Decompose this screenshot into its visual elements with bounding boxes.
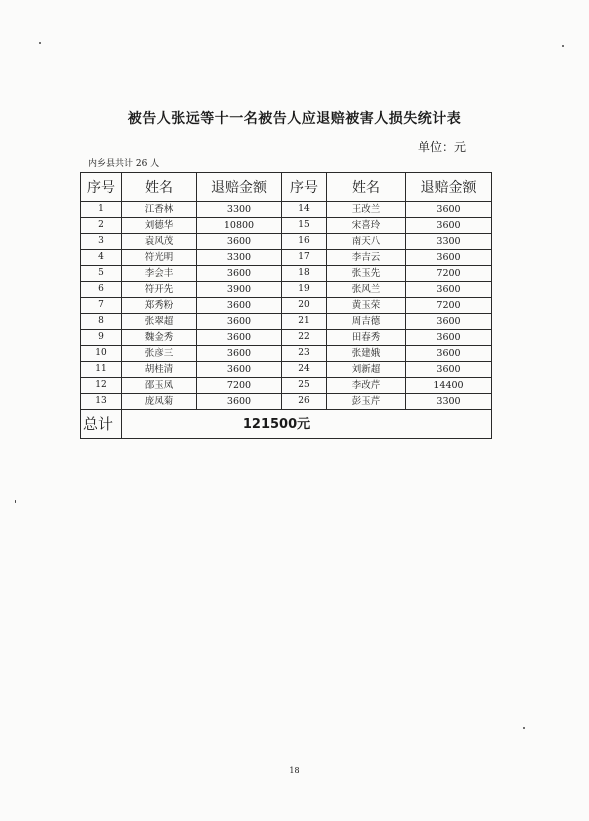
- table-cell: 李会丰: [122, 266, 197, 282]
- table-row: [81, 314, 492, 330]
- table-cell: 黄玉荣: [327, 298, 406, 314]
- table-cell: 3600: [197, 234, 282, 250]
- table-cell: 符开先: [122, 282, 197, 298]
- table-cell: 3600: [406, 346, 492, 362]
- table-cell: 10800: [197, 218, 282, 234]
- table-cell: 张彦三: [122, 346, 197, 362]
- unit-label: 单位：元: [418, 140, 467, 154]
- table-cell: 3300: [406, 234, 492, 250]
- table-cell: 3900: [197, 282, 282, 298]
- table-cell: 李改芹: [327, 378, 406, 394]
- table-cell: 12: [81, 378, 122, 394]
- table-cell: 5: [81, 266, 122, 282]
- table-cell: 3300: [406, 394, 492, 410]
- table-cell: 21: [282, 314, 327, 330]
- table-cell: 3600: [197, 314, 282, 330]
- scan-speck: [562, 45, 564, 47]
- table-cell: 宋喜玲: [327, 218, 406, 234]
- table-cell: 24: [282, 362, 327, 378]
- table-cell: 6: [81, 282, 122, 298]
- table-cell: 10: [81, 346, 122, 362]
- table-cell: 3600: [406, 202, 492, 218]
- table-cell: 3600: [197, 362, 282, 378]
- table-cell: 刘德华: [122, 218, 197, 234]
- table-cell: 魏金秀: [122, 330, 197, 346]
- header-cell: 序号: [282, 173, 327, 202]
- table-cell: 25: [282, 378, 327, 394]
- table-row: [81, 202, 492, 218]
- table-cell: 李吉云: [327, 250, 406, 266]
- table-cell: 15: [282, 218, 327, 234]
- table-cell: 23: [282, 346, 327, 362]
- table-cell: 3600: [197, 266, 282, 282]
- table-row: [81, 266, 492, 282]
- table-cell: 20: [282, 298, 327, 314]
- table-cell: 8: [81, 314, 122, 330]
- document-title: 被告人张远等十一名被告人应退赔被害人损失统计表: [127, 111, 462, 127]
- table-cell: 3600: [197, 346, 282, 362]
- table-cell: 3600: [406, 362, 492, 378]
- table-cell: 22: [282, 330, 327, 346]
- total-label: 总计: [81, 410, 122, 439]
- table-cell: 4: [81, 250, 122, 266]
- table-cell: 邵玉凤: [122, 378, 197, 394]
- page-number: 18: [289, 766, 300, 775]
- table-row: [81, 378, 492, 394]
- table-header-row: [81, 173, 492, 202]
- table-cell: 3600: [197, 394, 282, 410]
- table-cell: 3300: [197, 250, 282, 266]
- table-cell: 26: [282, 394, 327, 410]
- table-cell: 3600: [197, 298, 282, 314]
- table-row: [81, 394, 492, 410]
- table-cell: 18: [282, 266, 327, 282]
- table-cell: 张风兰: [327, 282, 406, 298]
- table-cell: 3600: [406, 250, 492, 266]
- table-cell: 19: [282, 282, 327, 298]
- table-cell: 王改兰: [327, 202, 406, 218]
- table-cell: 3: [81, 234, 122, 250]
- table-cell: 刘新超: [327, 362, 406, 378]
- table-row: [81, 362, 492, 378]
- table-cell: 彭玉芹: [327, 394, 406, 410]
- header-cell: 退赔金额: [197, 173, 282, 202]
- table-cell: 3600: [406, 218, 492, 234]
- table-cell: 周吉德: [327, 314, 406, 330]
- table-row: [81, 330, 492, 346]
- table-cell: 7: [81, 298, 122, 314]
- table-cell: 3600: [406, 314, 492, 330]
- total-row: [81, 410, 492, 439]
- table-cell: 7200: [406, 266, 492, 282]
- table-cell: 17: [282, 250, 327, 266]
- total-value: 121500元: [122, 410, 492, 439]
- table-cell: 7200: [406, 298, 492, 314]
- scan-speck: [523, 727, 525, 729]
- table-cell: 13: [81, 394, 122, 410]
- table-row: [81, 218, 492, 234]
- county-note: 内乡县共计 26 人: [88, 159, 160, 169]
- table-row: [81, 234, 492, 250]
- header-cell: 序号: [81, 173, 122, 202]
- table-cell: 张玉先: [327, 266, 406, 282]
- table-cell: 田春秀: [327, 330, 406, 346]
- table-row: [81, 250, 492, 266]
- table-cell: 3600: [197, 330, 282, 346]
- table-cell: 14: [282, 202, 327, 218]
- table-cell: 16: [282, 234, 327, 250]
- header-cell: 姓名: [327, 173, 406, 202]
- table-row: [81, 298, 492, 314]
- table-cell: 袁风茂: [122, 234, 197, 250]
- table-cell: 3600: [406, 330, 492, 346]
- table-cell: 胡桂清: [122, 362, 197, 378]
- table-cell: 符光明: [122, 250, 197, 266]
- table-cell: 9: [81, 330, 122, 346]
- table-cell: 11: [81, 362, 122, 378]
- table-cell: 庞凤菊: [122, 394, 197, 410]
- table-cell: 江香林: [122, 202, 197, 218]
- header-cell: 退赔金额: [406, 173, 492, 202]
- table-cell: 2: [81, 218, 122, 234]
- table-row: [81, 346, 492, 362]
- table-cell: 7200: [197, 378, 282, 394]
- compensation-table: [80, 172, 492, 439]
- table-cell: 3600: [406, 282, 492, 298]
- table-cell: 1: [81, 202, 122, 218]
- table-cell: 南天八: [327, 234, 406, 250]
- table-row: [81, 282, 492, 298]
- table-cell: 3300: [197, 202, 282, 218]
- table-cell: 张建娥: [327, 346, 406, 362]
- header-cell: 姓名: [122, 173, 197, 202]
- table-body: [81, 202, 492, 410]
- table-cell: 14400: [406, 378, 492, 394]
- scan-speck: [15, 500, 16, 503]
- table-cell: 张翠超: [122, 314, 197, 330]
- table-cell: 郑秀粉: [122, 298, 197, 314]
- scan-speck: [39, 42, 41, 44]
